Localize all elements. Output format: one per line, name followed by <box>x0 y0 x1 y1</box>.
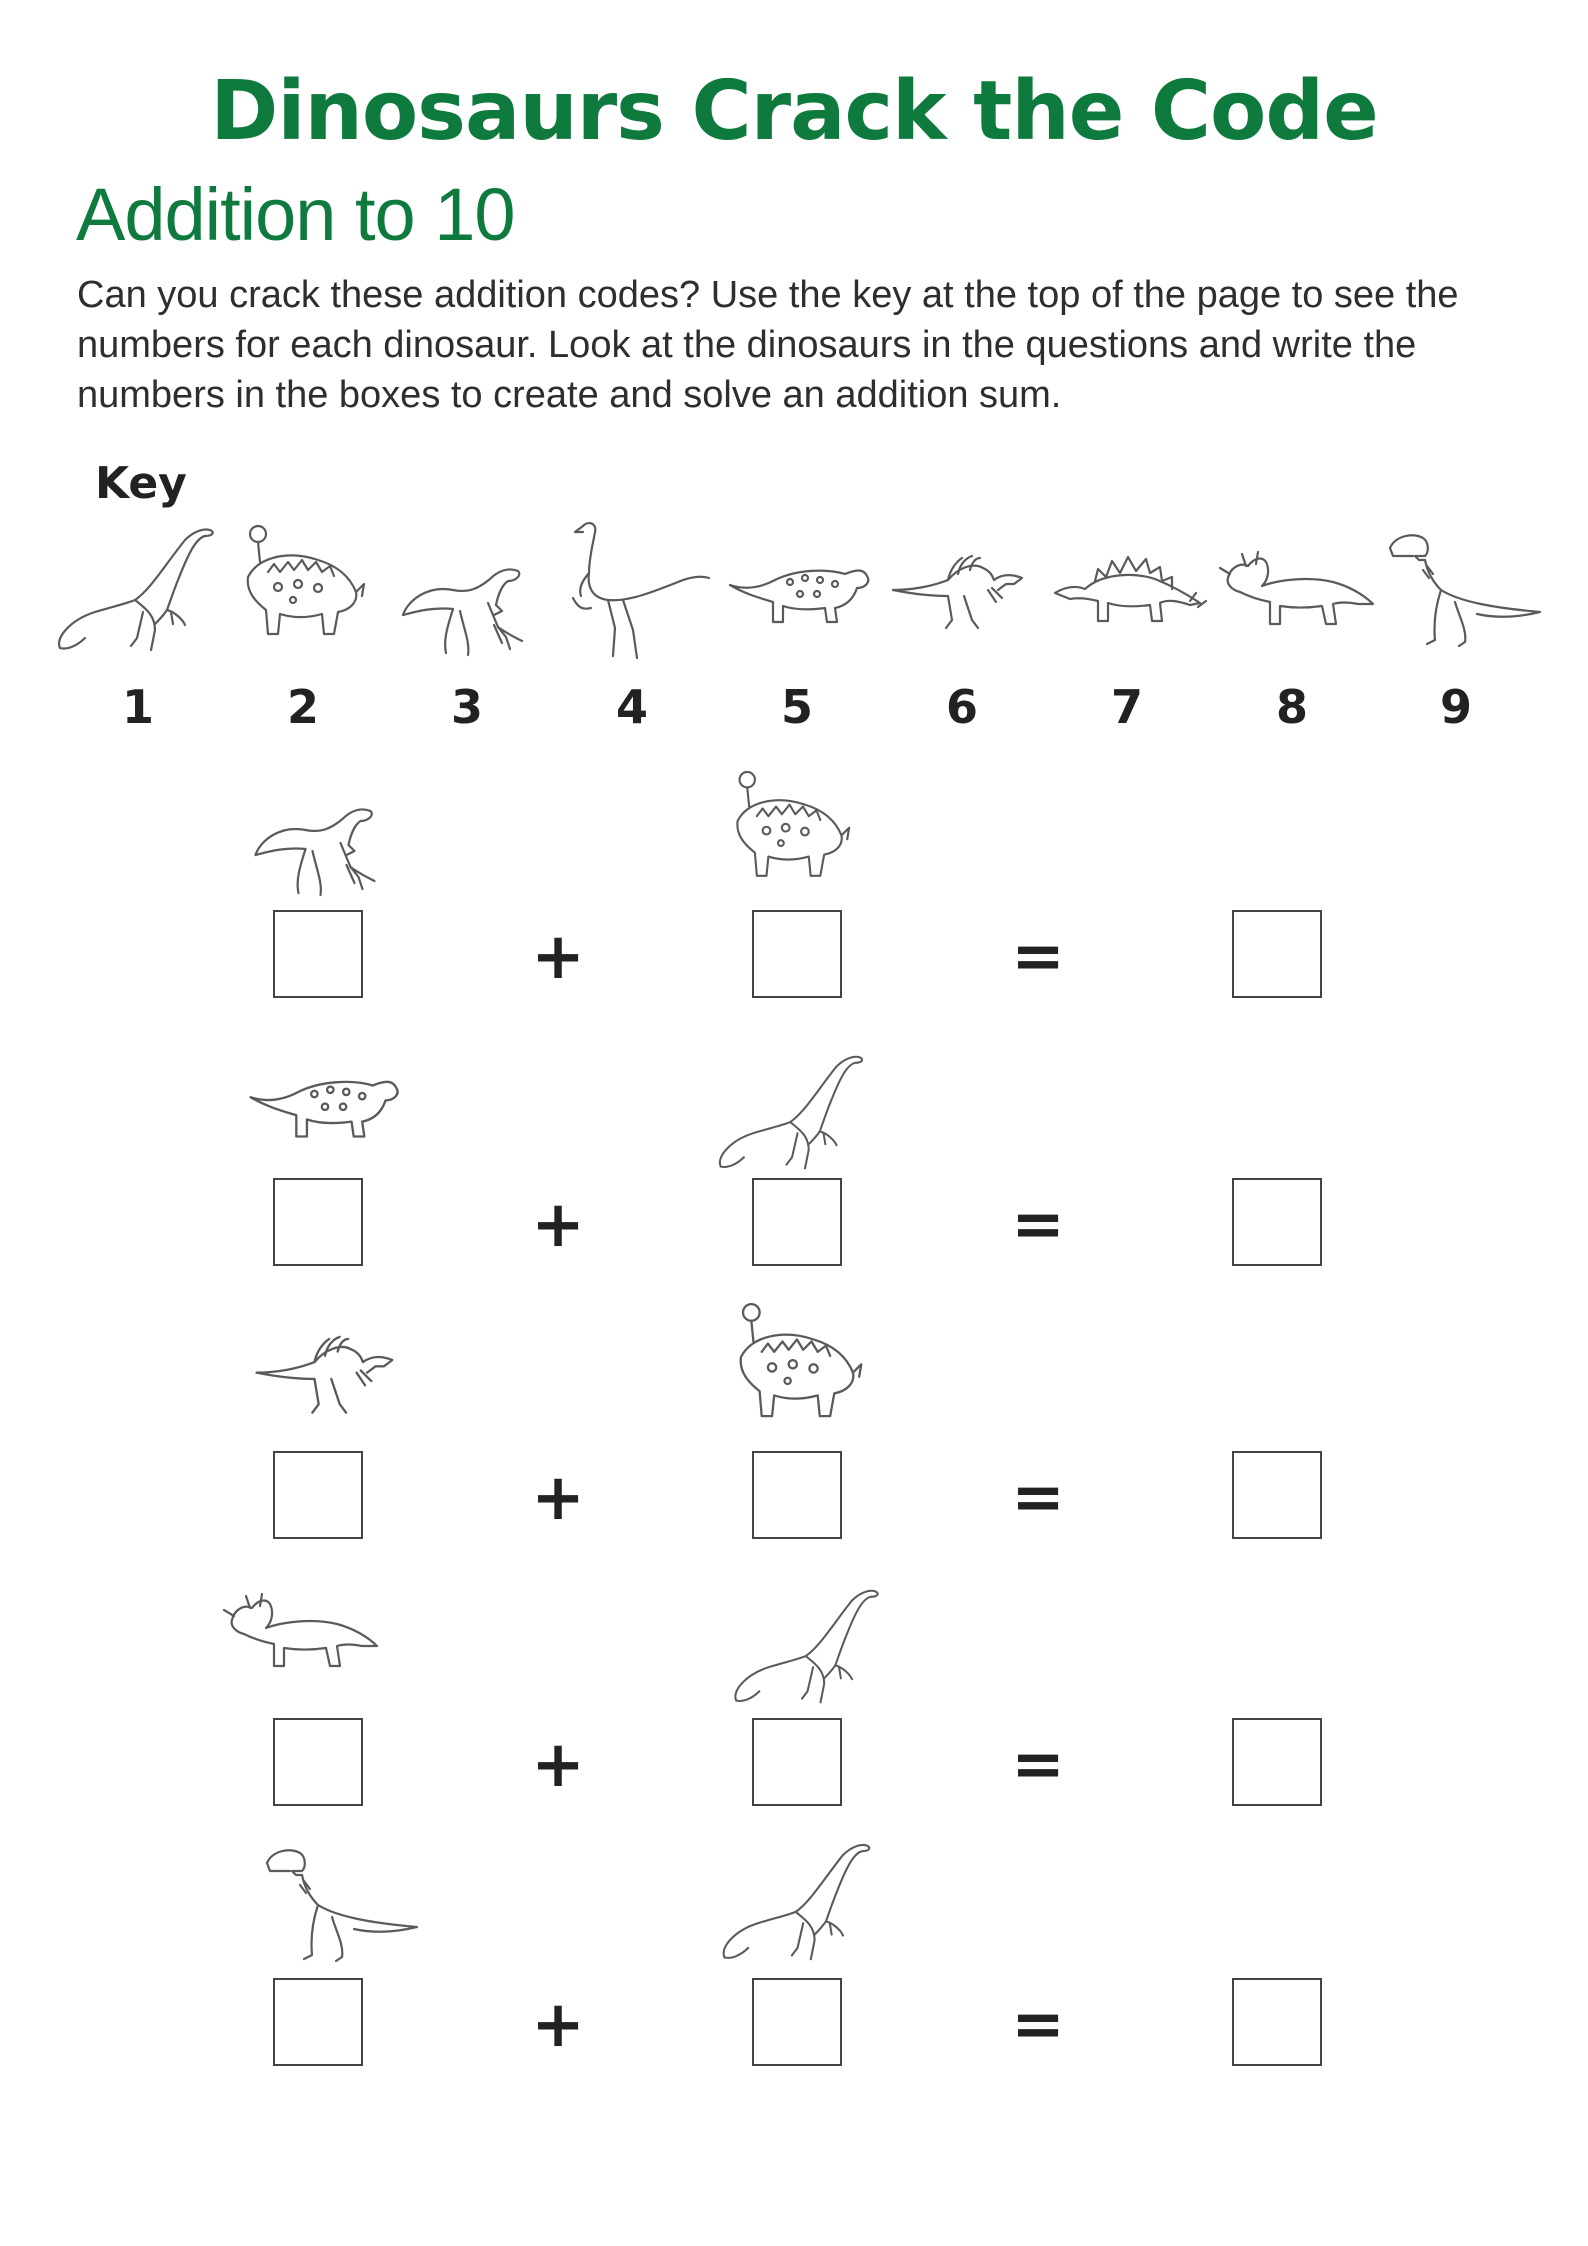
answer-box-result[interactable] <box>1232 1978 1322 2066</box>
answer-box-second[interactable] <box>752 1451 842 1539</box>
feathered-raptor-icon <box>238 785 393 900</box>
long-neck-dinosaur-icon <box>728 1582 888 1707</box>
key-number-8: 8 <box>1275 680 1308 734</box>
answer-box-result[interactable] <box>1232 1451 1322 1539</box>
plus-sign: + <box>531 1988 585 2062</box>
feathered-raptor-icon <box>398 545 528 660</box>
key-number-9: 9 <box>1439 680 1472 734</box>
plus-sign: + <box>531 1728 585 1802</box>
answer-box-first[interactable] <box>273 1178 363 1266</box>
plus-sign: + <box>531 1461 585 1535</box>
tyrannosaurus-icon <box>1385 530 1545 650</box>
spinosaurus-icon <box>888 540 1028 635</box>
instructions-text: Can you crack these addition codes? Use the key at the top of the page to see the numbers for each dinosaur. Look at the dinosaurs in the questions and write the numbers in the boxes to create and solve an addition sum. <box>77 274 1459 416</box>
tyrannosaurus-icon <box>262 1845 422 1965</box>
answer-box-first[interactable] <box>273 1451 363 1539</box>
spiky-armoured-dinosaur-icon <box>728 1300 868 1440</box>
stegosaurus-icon <box>1050 545 1210 630</box>
equals-sign: = <box>1011 1988 1065 2062</box>
long-neck-dinosaur-icon <box>718 1836 878 1964</box>
page-title: Dinosaurs Crack the Code <box>210 64 1378 159</box>
key-label: Key <box>95 458 187 509</box>
page-subtitle: Addition to 10 <box>76 173 515 256</box>
answer-box-result[interactable] <box>1232 910 1322 998</box>
equals-sign: = <box>1011 1188 1065 1262</box>
long-neck-dinosaur-icon <box>715 1048 870 1173</box>
key-number-4: 4 <box>615 680 648 734</box>
answer-box-result[interactable] <box>1232 1178 1322 1266</box>
plus-sign: + <box>531 1188 585 1262</box>
answer-box-result[interactable] <box>1232 1718 1322 1806</box>
triceratops-icon <box>222 1590 382 1675</box>
spiky-armoured-dinosaur-icon <box>728 768 853 898</box>
triceratops-icon <box>1218 548 1378 633</box>
answer-box-first[interactable] <box>273 910 363 998</box>
plus-sign: + <box>531 920 585 994</box>
spinosaurus-icon <box>245 1320 405 1420</box>
key-number-5: 5 <box>780 680 813 734</box>
spiky-armoured-dinosaur-icon <box>238 522 368 657</box>
answer-box-second[interactable] <box>752 1718 842 1806</box>
answer-box-first[interactable] <box>273 1718 363 1806</box>
key-number-7: 7 <box>1110 680 1143 734</box>
answer-box-second[interactable] <box>752 1978 842 2066</box>
key-number-3: 3 <box>450 680 483 734</box>
ankylosaur-icon <box>725 550 875 630</box>
equals-sign: = <box>1011 1461 1065 1535</box>
equals-sign: = <box>1011 1728 1065 1802</box>
key-number-6: 6 <box>945 680 978 734</box>
ostrich-dinosaur-icon <box>553 518 713 663</box>
answer-box-second[interactable] <box>752 910 842 998</box>
long-neck-dinosaur-icon <box>55 520 220 655</box>
key-number-1: 1 <box>121 680 154 734</box>
equals-sign: = <box>1011 920 1065 994</box>
key-number-2: 2 <box>286 680 319 734</box>
ankylosaur-icon <box>245 1060 405 1145</box>
answer-box-second[interactable] <box>752 1178 842 1266</box>
answer-box-first[interactable] <box>273 1978 363 2066</box>
